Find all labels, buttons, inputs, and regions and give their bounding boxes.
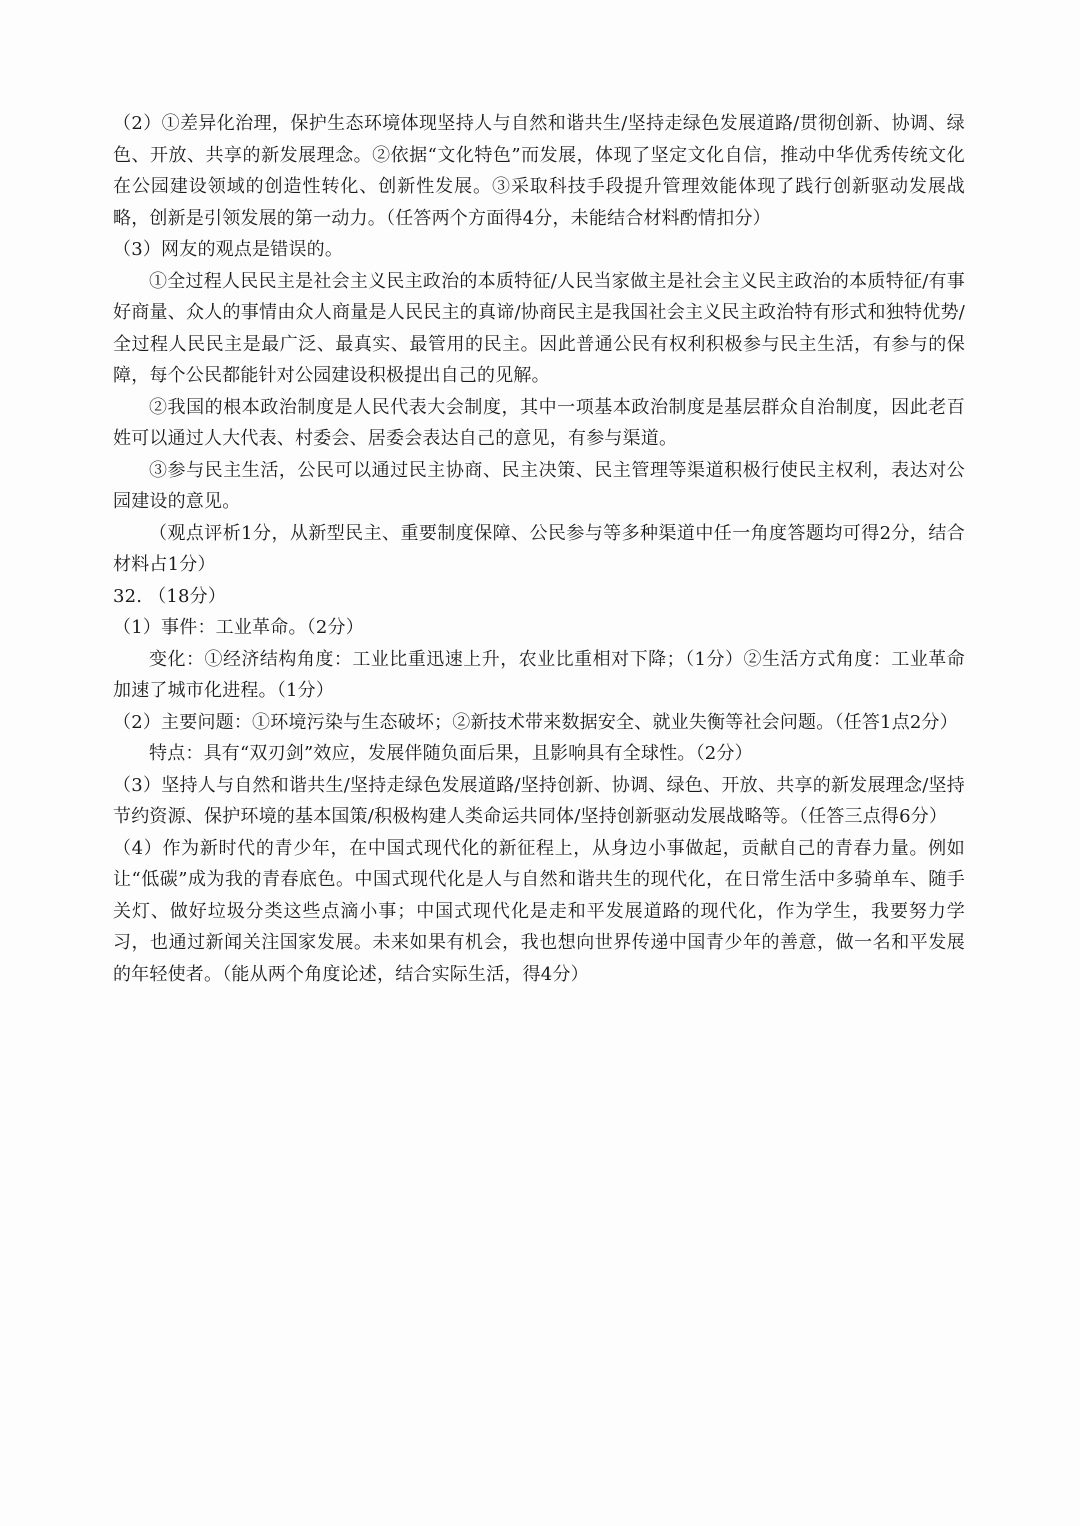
answer-32-part-3: （3）坚持人与自然和谐共生/坚持走绿色发展道路/坚持创新、协调、绿色、开放、共享的新发展理念/坚持节约资源、保护环境的基本国策/积极构建人类命运共同体/坚持创新驱动发展战略等。（任答三点得6分） xyxy=(113,774,965,827)
answer-32-part-4: （4）作为新时代的青少年，在中国式现代化的新征程上，从身边小事做起，贡献自己的青春力量。例如让“低碳”成为我的青春底色。中国式现代化是人与自然和谐共生的现代化，在日常生活中多骑单车、随手关灯、做好垃圾分类这些点滴小事；中国式现代化是走和平发展道路的现代化，作为学生，我要努力学习，也通过新闻关注国家发展。未来如果有机会，我也想向世界传递中国青少年的善意，做一名和平发展的年轻使者。（能从两个角度论述，结合实际生活，得4分） xyxy=(113,837,965,985)
answer-31-part-3-point-3: ③参与民主生活，公民可以通过民主协商、民主决策、民主管理等渠道积极行使民主权利，表达对公园建设的意见。 xyxy=(113,459,965,512)
answer-31-part-3-point-2: ②我国的根本政治制度是人民代表大会制度，其中一项基本政治制度是基层群众自治制度，因此老百姓可以通过人大代表、村委会、居委会表达自己的意见，有参与渠道。 xyxy=(113,396,965,449)
answer-31-part-3-heading: （3）网友的观点是错误的。 xyxy=(113,239,344,260)
answer-32-part-2-feature: 特点：具有“双刃剑”效应，发展伴随负面后果，且影响具有全球性。（2分） xyxy=(149,743,753,764)
answer-31-part-3-point-1: ①全过程人民民主是社会主义民主政治的本质特征/人民当家做主是社会主义民主政治的本质特征/有事好商量、众人的事情由众人商量是人民民主的真谛/协商民主是我国社会主义民主政治特有形式和独特优势/全过程人民民主是最广泛、最真实、最管用的民主。因此普通公民有权利积极参与民主生活，有参与的保障，每个公民都能针对公园建设积极提出自己的见解。 xyxy=(113,270,965,386)
question-32-heading: 32. （18分） xyxy=(113,585,227,607)
answer-32-part-2: （2）主要问题：①环境污染与生态破坏；②新技术带来数据安全、就业失衡等社会问题。（任答1点2分） xyxy=(113,711,958,733)
answer-32-part-1: （1）事件：工业革命。（2分） xyxy=(113,617,364,638)
answer-31-part-3-scoring: （观点评析1分，从新型民主、重要制度保障、公民参与等多种渠道中任一角度答题均可得2分，结合材料占1分） xyxy=(113,522,965,575)
answer-31-part-2: （2）①差异化治理，保护生态环境体现坚持人与自然和谐共生/坚持走绿色发展道路/贯彻创新、协调、绿色、开放、共享的新发展理念。②依据“文化特色”而发展，体现了坚定文化自信，推动中华优秀传统文化在公园建设领域的创造性转化、创新性发展。③采取科技手段提升管理效能体现了践行创新驱动发展战略，创新是引领发展的第一动力。（任答两个方面得4分，未能结合材料酌情扣分） xyxy=(113,113,965,229)
answer-content xyxy=(113,108,965,990)
answer-32-part-1-change: 变化：①经济结构角度：工业比重迅速上升，农业比重相对下降；（1分）②生活方式角度：工业革命加速了城市化进程。（1分） xyxy=(113,648,965,701)
